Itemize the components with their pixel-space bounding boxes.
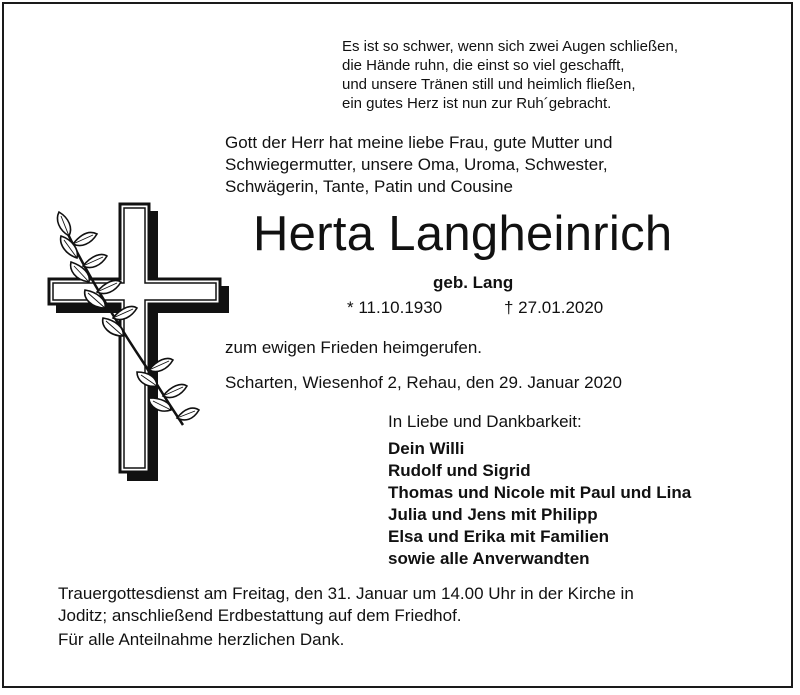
mourners-list (388, 438, 691, 570)
birth-date: * 11.10.1930 (347, 298, 443, 317)
intro-line: Schwägerin, Tante, Patin und Cousine (225, 177, 513, 196)
mourner-item: sowie alle Anverwandten (388, 549, 590, 568)
called-home-text: zum ewigen Frieden heimgerufen. (225, 338, 483, 357)
service-line: Trauergottesdienst am Freitag, den 31. Januar um 14.00 Uhr in der Kirche in (58, 584, 634, 603)
death-date: † 27.01.2020 (504, 298, 604, 317)
mourner-item: Julia und Jens mit Philipp (388, 505, 598, 524)
service-line: Joditz; anschließend Erdbestattung auf dem Friedhof. (58, 606, 462, 625)
closing-thanks: Für alle Anteilnahme herzlichen Dank. (58, 630, 345, 649)
place-and-date: Scharten, Wiesenhof 2, Rehau, den 29. Januar 2020 (225, 373, 622, 392)
intro-line: Schwiegermutter, unsere Oma, Uroma, Schwester, (225, 155, 608, 174)
mourner-item: Thomas und Nicole mit Paul und Lina (388, 483, 692, 502)
funeral-service-info (58, 583, 778, 627)
poem-line: und unsere Tränen still und heimlich fließen, (342, 76, 636, 93)
deceased-name: Herta Langheinrich (253, 207, 673, 261)
poem-line: ein gutes Herz ist nun zur Ruh´gebracht. (342, 95, 612, 112)
mourner-item: Dein Willi (388, 439, 465, 458)
poem (342, 37, 678, 113)
mourner-item: Elsa und Erika mit Familien (388, 527, 610, 546)
announcement-intro (225, 132, 612, 198)
maiden-name: geb. Lang (433, 273, 514, 292)
poem-line: Es ist so schwer, wenn sich zwei Augen schließen, (342, 38, 678, 55)
mourner-item: Rudolf und Sigrid (388, 461, 531, 480)
mourners-intro: In Liebe und Dankbarkeit: (388, 412, 582, 431)
cross-with-palm-branch-icon (45, 200, 235, 485)
poem-line: die Hände ruhn, die einst so viel geschafft, (342, 57, 625, 74)
intro-line: Gott der Herr hat meine liebe Frau, gute Mutter und (225, 133, 613, 152)
